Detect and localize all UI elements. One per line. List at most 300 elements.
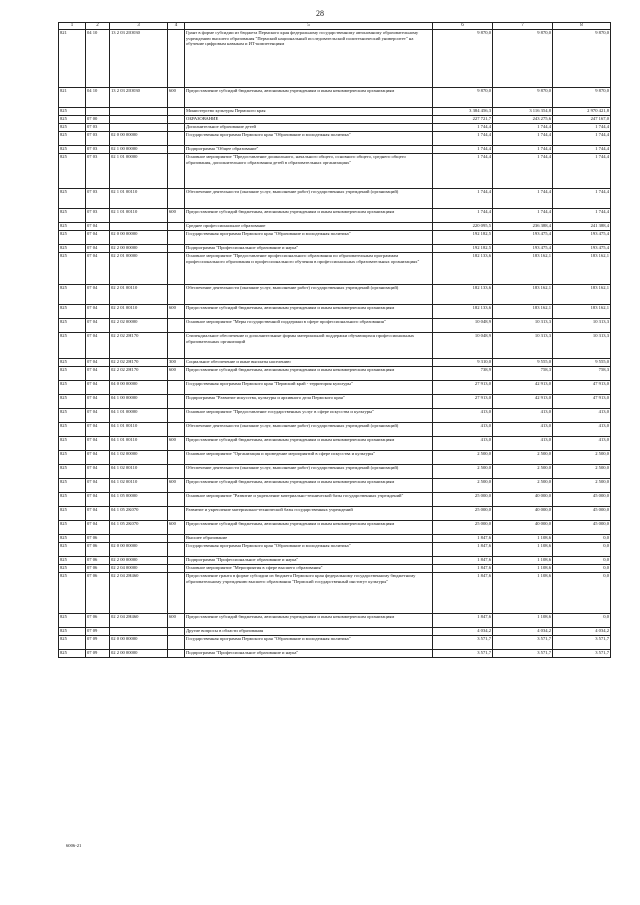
table-cell-c3: 02 2 02 2H170 [110,367,168,381]
table-row [59,116,611,124]
table-cell-c6: 220 095,5 [433,223,493,231]
table-cell-c5: Обеспечение деятельности (оказание услуг, выполнение работ) государственных учреждений (организаций) [185,285,433,305]
table-cell-c6: 25 000,0 [433,521,493,535]
table-cell-c4 [168,189,185,209]
table-cell-c4: 600 [168,521,185,535]
table-cell-c2: 07 04 [86,381,110,395]
table-cell-c4 [168,245,185,253]
table-cell-c8: 9 870,0 [553,30,611,88]
table-cell-c8: 1 744,4 [553,124,611,132]
table-cell-c1: 825 [59,650,86,658]
table-cell-c7: 3 571,7 [493,650,553,658]
table-cell-c1: 825 [59,223,86,231]
table-cell-c1: 825 [59,451,86,465]
table-cell-c6: 1 744,4 [433,132,493,146]
table-cell-c3: 04 1 02 00000 [110,451,168,465]
table-cell-c7: 1 108,6 [493,543,553,557]
table-cell-c3: 02 2 04 00000 [110,565,168,573]
table-cell-c4 [168,628,185,636]
table-header-row [59,23,611,30]
table-cell-c4 [168,132,185,146]
table-row [59,479,611,493]
table-cell-c7: 193 475,4 [493,245,553,253]
table-cell-c1: 825 [59,189,86,209]
table-cell-c3: 04 0 00 00000 [110,381,168,395]
table-cell-c7: 1 744,4 [493,154,553,189]
table-row [59,507,611,521]
table-cell-c4 [168,381,185,395]
table-cell-c1: 821 [59,88,86,108]
table-cell-c4 [168,409,185,423]
table-cell-c5: Основное мероприятие "Организация и проведение мероприятий в сфере искусства и культуры" [185,451,433,465]
table-cell-c2: 07 06 [86,557,110,565]
table-cell-c3: 02 2 00 00000 [110,650,168,658]
table-cell-c5: Государственная программа Пермского края "Образование и молодежная политика" [185,132,433,146]
table-cell-c4 [168,108,185,116]
table-cell-c2: 07 04 [86,245,110,253]
table-cell-c4: 600 [168,614,185,628]
header-cell: 3 [110,23,168,30]
table-cell-c1: 825 [59,614,86,628]
table-cell-c7: 183 162,1 [493,285,553,305]
table-cell-c3 [110,535,168,543]
table-row [59,359,611,367]
table-cell-c5: Государственная программа Пермского края "Пермский край - территория культуры" [185,381,433,395]
budget-table-body [59,23,611,658]
table-cell-c5: Предоставление гранта в форме субсидии из бюджета Пермского края федеральному государственному бюджетному образовательному учреждению высшего образования "Пермский государственный институт культуры" [185,573,433,614]
table-cell-c6: 3 571,7 [433,636,493,650]
table-cell-c1: 825 [59,116,86,124]
header-cell: 7 [493,23,553,30]
table-cell-c8: 247 167,0 [553,116,611,124]
table-cell-c4: 600 [168,305,185,319]
table-cell-c8: 3 571,7 [553,636,611,650]
table-cell-c7: 42 913,0 [493,381,553,395]
table-cell-c5: Обеспечение деятельности (оказание услуг, выполнение работ) государственных учреждений (организаций) [185,189,433,209]
table-cell-c8: 2 500,0 [553,465,611,479]
table-cell-c3: 02 0 00 00000 [110,636,168,650]
table-cell-c6: 2 500,0 [433,451,493,465]
table-cell-c1: 825 [59,409,86,423]
table-cell-c8: 413,0 [553,437,611,451]
table-cell-c5: Основное мероприятие "Развитие и укрепление материально-технической базы государственных учреждений" [185,493,433,507]
table-cell-c8: 1 744,4 [553,154,611,189]
table-cell-c1: 825 [59,132,86,146]
table-cell-c7: 40 000,0 [493,493,553,507]
table-cell-c8: 10 313,3 [553,319,611,333]
table-row [59,535,611,543]
table-cell-c6: 1 847,6 [433,614,493,628]
table-row [59,154,611,189]
table-cell-c5: Предоставление субсидий бюджетным, автономным учреждениям и иным некоммерческим организациям [185,209,433,223]
table-cell-c3: 02 2 01 00000 [110,253,168,285]
table-cell-c2: 07 09 [86,636,110,650]
table-cell-c6: 413,0 [433,409,493,423]
table-cell-c5: Государственная программа Пермского края "Образование и молодежная политика" [185,231,433,245]
table-cell-c6: 1 847,6 [433,543,493,557]
table-cell-c6: 9 310,0 [433,359,493,367]
table-cell-c6: 3 384 456,3 [433,108,493,116]
table-cell-c3: 04 1 05 2K070 [110,521,168,535]
table-cell-c2: 07 03 [86,124,110,132]
table-cell-c6: 9 870,0 [433,88,493,108]
table-cell-c7: 4 034,2 [493,628,553,636]
table-cell-c1: 825 [59,124,86,132]
table-row [59,493,611,507]
table-cell-c8: 45 000,0 [553,507,611,521]
table-cell-c1: 825 [59,367,86,381]
table-cell-c8: 183 162,1 [553,285,611,305]
table-cell-c2: 07 04 [86,367,110,381]
table-row [59,565,611,573]
table-cell-c2: 07 04 [86,465,110,479]
table-row [59,465,611,479]
table-cell-c4 [168,253,185,285]
table-cell-c7: 9 870,0 [493,30,553,88]
table-cell-c2: 07 04 [86,437,110,451]
table-cell-c3: 04 1 01 00110 [110,437,168,451]
table-cell-c5: Подпрограмма "Общее образование" [185,146,433,154]
table-cell-c4 [168,319,185,333]
table-cell-c5: Подпрограмма "Профессиональное образование и наука" [185,557,433,565]
table-cell-c5: Другие вопросы в области образования [185,628,433,636]
table-cell-c8: 0,0 [553,614,611,628]
header-cell: 8 [553,23,611,30]
table-row [59,189,611,209]
table-cell-c5: Основное мероприятие "Мероприятия в сфере высшего образования" [185,565,433,573]
table-cell-c2: 07 04 [86,319,110,333]
table-cell-c2: 07 04 [86,333,110,359]
table-cell-c3: 04 1 02 00110 [110,479,168,493]
table-cell-c5: Подпрограмма "Развитие искусства, культуры и архивного дела Пермского края" [185,395,433,409]
table-cell-c1: 825 [59,333,86,359]
table-cell-c5: Обеспечение деятельности (оказание услуг, выполнение работ) государственных учреждений (организаций) [185,423,433,437]
table-row [59,367,611,381]
table-cell-c3: 02 2 04 2H460 [110,573,168,614]
table-cell-c6: 27 913,0 [433,381,493,395]
table-cell-c4 [168,223,185,231]
table-cell-c3: 02 2 01 00110 [110,285,168,305]
table-cell-c1: 825 [59,146,86,154]
table-cell-c7: 193 475,4 [493,231,553,245]
table-cell-c7: 413,0 [493,409,553,423]
table-cell-c3: 13 2 03 2IO030 [110,88,168,108]
table-row [59,253,611,285]
table-cell-c8: 183 162,1 [553,253,611,285]
table-cell-c6: 2 500,0 [433,479,493,493]
table-cell-c3: 02 2 02 00000 [110,319,168,333]
table-cell-c8: 4 034,2 [553,628,611,636]
table-cell-c4 [168,231,185,245]
table-cell-c2: 07 06 [86,565,110,573]
table-cell-c7: 3 571,7 [493,636,553,650]
table-cell-c4 [168,124,185,132]
table-cell-c4: 600 [168,209,185,223]
table-cell-c7: 243 275,6 [493,116,553,124]
header-cell: 6 [433,23,493,30]
table-cell-c6: 25 000,0 [433,507,493,521]
table-cell-c2: 07 06 [86,535,110,543]
table-cell-c8: 45 000,0 [553,521,611,535]
table-cell-c8: 2 500,0 [553,479,611,493]
table-cell-c5: Подпрограмма "Профессиональное образование и наука" [185,245,433,253]
table-row [59,209,611,223]
table-cell-c7: 42 913,0 [493,395,553,409]
table-cell-c3: 02 2 00 00000 [110,557,168,565]
table-cell-c1: 825 [59,423,86,437]
table-cell-c3: 04 1 02 00110 [110,465,168,479]
table-cell-c8: 0,0 [553,573,611,614]
table-cell-c5: Стипендиальное обеспечение и дополнительные формы материальной поддержки обучающихся профессиональных образовательных организаций [185,333,433,359]
table-cell-c4 [168,573,185,614]
table-cell-c4: 300 [168,359,185,367]
table-cell-c8: 10 313,3 [553,333,611,359]
table-cell-c4 [168,451,185,465]
table-cell-c1: 825 [59,231,86,245]
table-cell-c7: 183 162,1 [493,253,553,285]
table-cell-c3: 04 1 05 2K070 [110,507,168,521]
table-cell-c6: 738,9 [433,367,493,381]
table-cell-c3: 02 2 02 2H170 [110,333,168,359]
table-cell-c8: 1 744,4 [553,132,611,146]
table-row [59,223,611,231]
table-cell-c8: 47 913,0 [553,381,611,395]
table-cell-c2: 07 04 [86,451,110,465]
table-cell-c6: 10 048,9 [433,319,493,333]
table-cell-c2: 07 03 [86,209,110,223]
table-cell-c5: Предоставление субсидий бюджетным, автономным учреждениям и иным некоммерческим организациям [185,437,433,451]
table-cell-c5: Среднее профессиональное образование [185,223,433,231]
table-cell-c3: 02 2 04 2H460 [110,614,168,628]
table-cell-c3 [110,124,168,132]
table-cell-c2: 07 04 [86,231,110,245]
table-cell-c5: Государственная программа Пермского края "Образование и молодежная политика" [185,636,433,650]
table-cell-c2: 07 04 [86,409,110,423]
table-cell-c5: Предоставление субсидий бюджетным, автономным учреждениям и иным некоммерческим организациям [185,614,433,628]
table-cell-c8: 45 000,0 [553,493,611,507]
table-cell-c4: 600 [168,479,185,493]
table-cell-c6: 25 000,0 [433,493,493,507]
table-row [59,451,611,465]
table-cell-c3: 04 1 05 00000 [110,493,168,507]
table-cell-c4 [168,154,185,189]
table-cell-c3: 02 1 01 00110 [110,189,168,209]
table-cell-c3: 02 1 01 00110 [110,209,168,223]
table-cell-c4 [168,146,185,154]
table-cell-c1: 825 [59,253,86,285]
table-cell-c1: 825 [59,381,86,395]
table-cell-c4: 600 [168,437,185,451]
table-cell-c8: 47 913,0 [553,395,611,409]
table-cell-c2: 07 04 [86,521,110,535]
table-cell-c5: Основное мероприятие "Предоставление дошкольного, начального общего, основного общего, среднего общего образования, дополнительного образования детей в образовательных организациях" [185,154,433,189]
table-cell-c6: 182 133,6 [433,305,493,319]
table-cell-c2: 07 04 [86,253,110,285]
table-cell-c7: 2 500,0 [493,451,553,465]
table-row [59,132,611,146]
table-cell-c8: 758,3 [553,367,611,381]
table-cell-c7: 1 744,4 [493,132,553,146]
table-cell-c4 [168,395,185,409]
table-cell-c2: 07 04 [86,285,110,305]
table-row [59,30,611,88]
table-cell-c8: 0,0 [553,565,611,573]
table-cell-c2: 07 06 [86,614,110,628]
header-cell: 5 [185,23,433,30]
table-cell-c2: 07 03 [86,132,110,146]
table-cell-c8: 1 744,4 [553,189,611,209]
table-cell-c5: Государственная программа Пермского края "Образование и молодежная политика" [185,543,433,557]
table-cell-c6: 413,0 [433,423,493,437]
table-cell-c7: 3 116 354,8 [493,108,553,116]
table-cell-c3: 02 0 00 00000 [110,231,168,245]
table-cell-c2: 04 10 [86,88,110,108]
table-cell-c5: Предоставление субсидий бюджетным, автономным учреждениям и иным некоммерческим организациям [185,88,433,108]
table-cell-c8: 9 555,0 [553,359,611,367]
table-cell-c4 [168,543,185,557]
table-cell-c6: 10 048,9 [433,333,493,359]
table-cell-c4 [168,493,185,507]
table-cell-c1: 825 [59,395,86,409]
table-cell-c3: 02 2 01 00110 [110,305,168,319]
table-cell-c6: 9 870,0 [433,30,493,88]
table-row [59,557,611,565]
table-cell-c8: 9 870,0 [553,88,611,108]
table-cell-c2: 07 06 [86,573,110,614]
table-cell-c8: 2 500,0 [553,451,611,465]
table-cell-c3: 04 1 01 00000 [110,409,168,423]
table-cell-c1: 825 [59,319,86,333]
table-row [59,381,611,395]
table-row [59,423,611,437]
table-cell-c4 [168,565,185,573]
table-cell-c4 [168,535,185,543]
table-cell-c7: 9 555,0 [493,359,553,367]
table-cell-c1: 825 [59,628,86,636]
table-cell-c7: 10 313,3 [493,333,553,359]
table-cell-c2: 07 03 [86,154,110,189]
table-cell-c7: 40 000,0 [493,507,553,521]
table-cell-c2: 07 03 [86,189,110,209]
table-cell-c5: ОБРАЗОВАНИЕ [185,116,433,124]
table-cell-c2: 07 04 [86,479,110,493]
table-row [59,614,611,628]
table-cell-c4 [168,650,185,658]
header-cell: 2 [86,23,110,30]
table-cell-c1: 825 [59,636,86,650]
table-cell-c1: 825 [59,493,86,507]
table-cell-c7: 1 744,4 [493,124,553,132]
table-cell-c6: 182 133,6 [433,253,493,285]
table-cell-c1: 825 [59,507,86,521]
table-cell-c2: 07 04 [86,507,110,521]
table-cell-c7: 236 388,4 [493,223,553,231]
table-cell-c1: 825 [59,305,86,319]
table-cell-c2: 07 04 [86,305,110,319]
table-cell-c2: 04 10 [86,30,110,88]
table-cell-c5: Министерство культуры Пермского края [185,108,433,116]
table-cell-c6: 1 847,6 [433,557,493,565]
table-cell-c7: 1 108,6 [493,573,553,614]
table-cell-c6: 1 847,6 [433,573,493,614]
table-cell-c1: 821 [59,30,86,88]
table-cell-c2: 07 09 [86,628,110,636]
table-cell-c1: 825 [59,437,86,451]
table-cell-c1: 825 [59,565,86,573]
table-cell-c3 [110,116,168,124]
table-cell-c7: 413,0 [493,437,553,451]
table-cell-c3: 02 0 00 00000 [110,543,168,557]
table-cell-c6: 1 744,4 [433,146,493,154]
table-cell-c7: 1 108,6 [493,565,553,573]
table-cell-c3: 04 1 00 00000 [110,395,168,409]
table-cell-c4 [168,465,185,479]
table-cell-c8: 241 388,4 [553,223,611,231]
table-cell-c7: 1 108,6 [493,557,553,565]
table-cell-c8: 413,0 [553,409,611,423]
table-cell-c6: 227 721,7 [433,116,493,124]
table-cell-c6: 1 847,6 [433,535,493,543]
table-cell-c1: 825 [59,557,86,565]
table-row [59,231,611,245]
table-cell-c4 [168,116,185,124]
footer-code: 6006-21 [66,843,82,848]
table-cell-c1: 825 [59,108,86,116]
header-cell: 1 [59,23,86,30]
table-cell-c7: 1 744,4 [493,189,553,209]
table-cell-c6: 1 744,4 [433,154,493,189]
table-row [59,573,611,614]
table-cell-c1: 825 [59,521,86,535]
table-row [59,305,611,319]
table-cell-c6: 182 133,6 [433,285,493,305]
table-cell-c7: 1 744,4 [493,146,553,154]
table-cell-c2: 07 06 [86,543,110,557]
table-cell-c4 [168,557,185,565]
table-cell-c1: 825 [59,465,86,479]
table-row [59,543,611,557]
table-cell-c2: 07 03 [86,146,110,154]
table-cell-c1: 825 [59,543,86,557]
table-cell-c5: Предоставление субсидий бюджетным, автономным учреждениям и иным некоммерческим организациям [185,305,433,319]
table-cell-c2: 07 00 [86,116,110,124]
table-cell-c6: 27 913,0 [433,395,493,409]
table-row [59,124,611,132]
table-cell-c1: 825 [59,573,86,614]
table-cell-c4 [168,285,185,305]
table-cell-c3: 13 2 03 2IO030 [110,30,168,88]
table-cell-c2: 07 09 [86,650,110,658]
table-cell-c3: 02 1 01 00000 [110,154,168,189]
table-cell-c5: Обеспечение деятельности (оказание услуг, выполнение работ) государственных учреждений (организаций) [185,465,433,479]
table-row [59,650,611,658]
table-cell-c6: 1 744,4 [433,209,493,223]
budget-table [58,22,611,658]
table-cell-c3 [110,108,168,116]
table-cell-c8: 0,0 [553,557,611,565]
table-row [59,437,611,451]
table-cell-c3: 02 2 02 2H170 [110,359,168,367]
table-cell-c7: 183 162,1 [493,305,553,319]
table-row [59,395,611,409]
table-cell-c8: 413,0 [553,423,611,437]
table-cell-c6: 2 500,0 [433,465,493,479]
table-cell-c8: 1 744,4 [553,209,611,223]
table-cell-c1: 825 [59,479,86,493]
table-row [59,636,611,650]
table-cell-c4 [168,507,185,521]
table-cell-c7: 1 744,4 [493,209,553,223]
